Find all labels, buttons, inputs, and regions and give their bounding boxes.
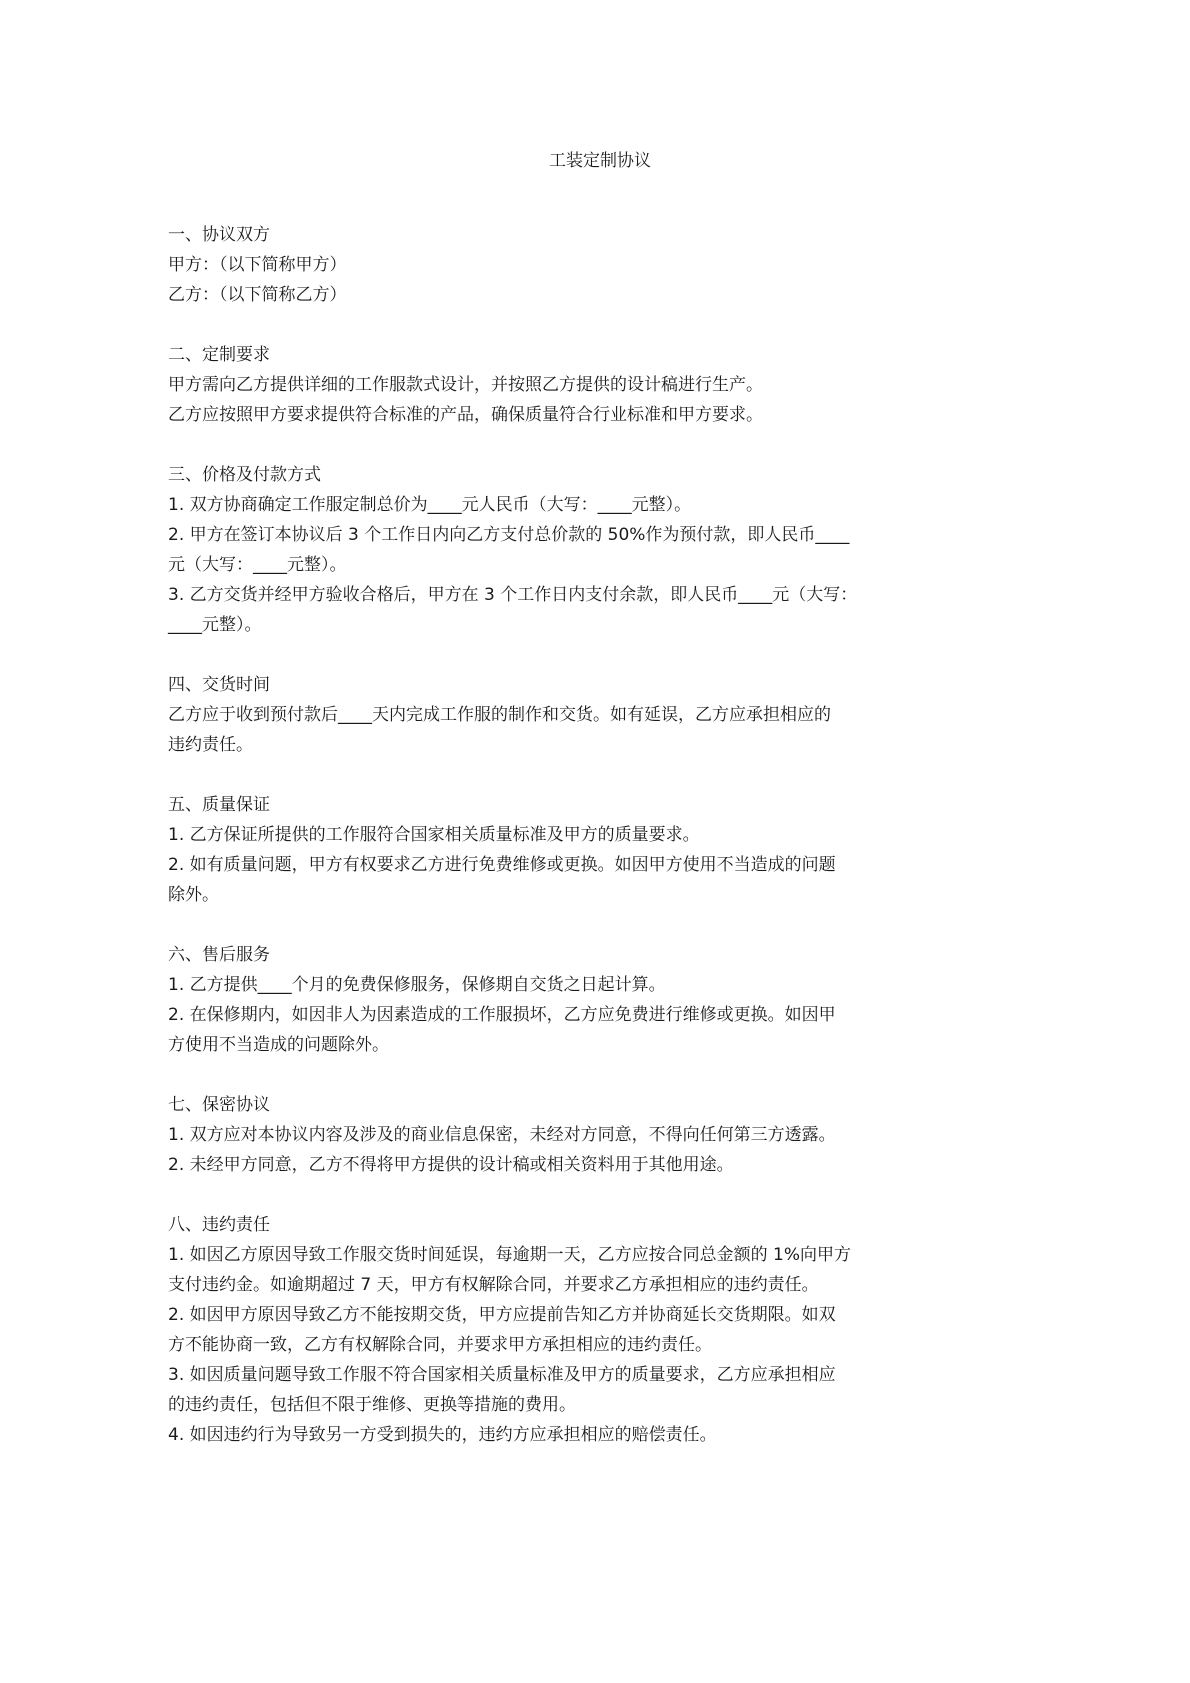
section-parties — [168, 220, 1028, 310]
section-heading: 七、保密协议 — [168, 1095, 270, 1115]
section-heading: 四、交货时间 — [168, 675, 270, 695]
section-heading: 五、质量保证 — [168, 795, 270, 815]
paragraph-line: 方不能协商一致，乙方有权解除合同，并要求甲方承担相应的违约责任。 — [168, 1335, 712, 1355]
paragraph-line: 1. 双方协商确定工作服定制总价为____元人民币（大写：____元整）。 — [168, 495, 692, 515]
paragraph-line: 甲方需向乙方提供详细的工作服款式设计，并按照乙方提供的设计稿进行生产。 — [168, 375, 763, 395]
paragraph-line: 方使用不当造成的问题除外。 — [168, 1035, 389, 1055]
section-after-sales — [168, 940, 1028, 1060]
paragraph-line: 支付违约金。如逾期超过 7 天，甲方有权解除合同，并要求乙方承担相应的违约责任。 — [168, 1275, 819, 1295]
paragraph-line: 1. 乙方提供____个月的免费保修服务，保修期自交货之日起计算。 — [168, 975, 666, 995]
paragraph-line: ____元整）。 — [168, 615, 262, 635]
section-heading: 八、违约责任 — [168, 1215, 270, 1235]
paragraph-line: 元（大写：____元整）。 — [168, 555, 347, 575]
section-breach-liability — [168, 1210, 1028, 1450]
paragraph-line: 2. 在保修期内，如因非人为因素造成的工作服损坏，乙方应免费进行维修或更换。如因甲 — [168, 1005, 836, 1025]
paragraph-line: 1. 双方应对本协议内容及涉及的商业信息保密，未经对方同意，不得向任何第三方透露。 — [168, 1125, 836, 1145]
section-requirements — [168, 340, 1028, 430]
section-price-payment — [168, 460, 1028, 640]
paragraph-line: 2. 如因甲方原因导致乙方不能按期交货，甲方应提前告知乙方并协商延长交货期限。如双 — [168, 1305, 836, 1325]
section-delivery-time — [168, 670, 1028, 760]
paragraph-line: 3. 如因质量问题导致工作服不符合国家相关质量标准及甲方的质量要求，乙方应承担相应 — [168, 1365, 836, 1385]
document-page — [168, 146, 1028, 1480]
paragraph-line: 3. 乙方交货并经甲方验收合格后，甲方在 3 个工作日内支付余款，即人民币____元（大写： — [168, 585, 858, 605]
paragraph-line: 1. 如因乙方原因导致工作服交货时间延误，每逾期一天，乙方应按合同总金额的 1%向甲方 — [168, 1245, 851, 1265]
section-heading: 二、定制要求 — [168, 345, 270, 365]
section-heading: 一、协议双方 — [168, 225, 270, 245]
paragraph-line: 乙方应按照甲方要求提供符合标准的产品，确保质量符合行业标准和甲方要求。 — [168, 405, 763, 425]
paragraph-line: 2. 未经甲方同意，乙方不得将甲方提供的设计稿或相关资料用于其他用途。 — [168, 1155, 734, 1175]
paragraph-line: 2. 如有质量问题，甲方有权要求乙方进行免费维修或更换。如因甲方使用不当造成的问题 — [168, 855, 836, 875]
section-heading: 六、售后服务 — [168, 945, 270, 965]
paragraph-line: 乙方：（以下简称乙方） — [168, 285, 347, 305]
paragraph-line: 1. 乙方保证所提供的工作服符合国家相关质量标准及甲方的质量要求。 — [168, 825, 700, 845]
paragraph-line: 的违约责任，包括但不限于维修、更换等措施的费用。 — [168, 1395, 576, 1415]
paragraph-line: 2. 甲方在签订本协议后 3 个工作日内向乙方支付总价款的 50%作为预付款，即人民币____ — [168, 525, 850, 545]
title-spacer — [168, 176, 1028, 220]
section-quality-guarantee — [168, 790, 1028, 910]
paragraph-line: 除外。 — [168, 885, 219, 905]
paragraph-line: 违约责任。 — [168, 735, 253, 755]
paragraph-line: 4. 如因违约行为导致另一方受到损失的，违约方应承担相应的赔偿责任。 — [168, 1425, 717, 1445]
paragraph-line: 甲方：（以下简称甲方） — [168, 255, 347, 275]
section-confidentiality — [168, 1090, 1028, 1180]
document-title: 工装定制协议 — [549, 151, 651, 171]
paragraph-line: 乙方应于收到预付款后____天内完成工作服的制作和交货。如有延误，乙方应承担相应的 — [168, 705, 831, 725]
section-heading: 三、价格及付款方式 — [168, 465, 321, 485]
